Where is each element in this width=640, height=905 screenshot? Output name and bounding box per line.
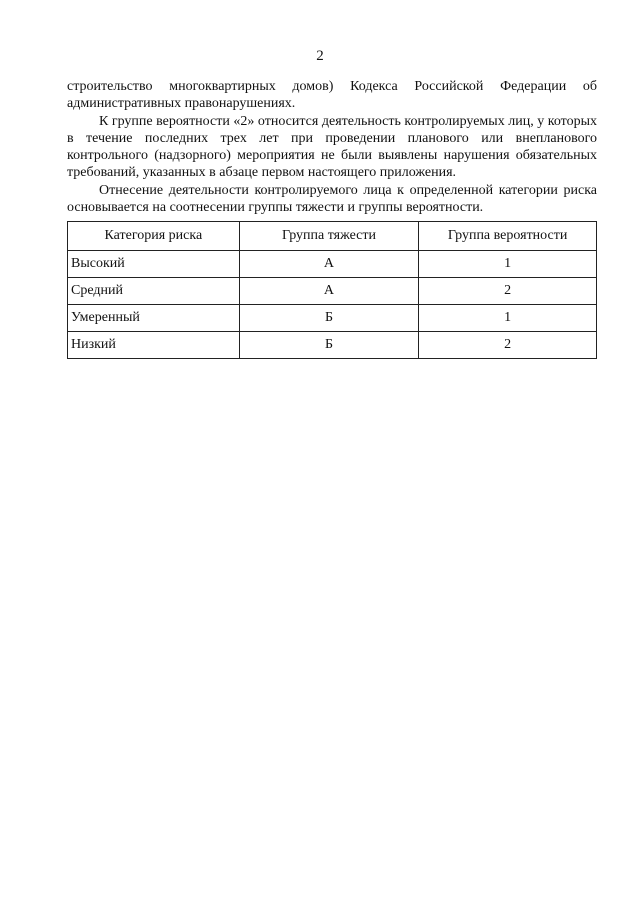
page-number: 2: [316, 48, 324, 64]
body-text: [67, 78, 597, 216]
cell-risk-category: Высокий: [68, 251, 240, 278]
table-row: [68, 278, 597, 305]
risk-category-table: [67, 221, 597, 359]
cell-risk-category: Умеренный: [68, 305, 240, 332]
cell-probability-group: 1: [419, 305, 597, 332]
cell-risk-category: Средний: [68, 278, 240, 305]
cell-probability-group: 2: [419, 332, 597, 359]
table-row: [68, 251, 597, 278]
cell-probability-group: 1: [419, 251, 597, 278]
cell-risk-category: Низкий: [68, 332, 240, 359]
cell-severity-group: А: [239, 278, 419, 305]
paragraph-risk-assignment: Отнесение деятельности контролируемого лица к определенной категории риска основывается на соотнесении группы тяжести и группы вероятности.: [67, 182, 597, 216]
header-risk-category: Категория риска: [68, 222, 240, 251]
cell-probability-group: 2: [419, 278, 597, 305]
table-row: [68, 305, 597, 332]
table-header-row: [68, 222, 597, 251]
table-row: [68, 332, 597, 359]
paragraph-continuation: строительство многоквартирных домов) Кодекса Российской Федерации об административных правонарушениях.: [67, 79, 597, 112]
cell-severity-group: А: [239, 251, 419, 278]
cell-severity-group: Б: [239, 305, 419, 332]
header-probability-group: Группа вероятности: [419, 222, 597, 251]
header-severity-group: Группа тяжести: [239, 222, 419, 251]
cell-severity-group: Б: [239, 332, 419, 359]
paragraph-probability-group: К группе вероятности «2» относится деятельность контролируемых лиц, у которых в течение последних трех лет при проведении планового или внепланового контрольного (надзорного) мероприятия не были выявлены нарушения обязательных требований, указанных в абзаце первом настоящего приложения.: [67, 113, 597, 181]
